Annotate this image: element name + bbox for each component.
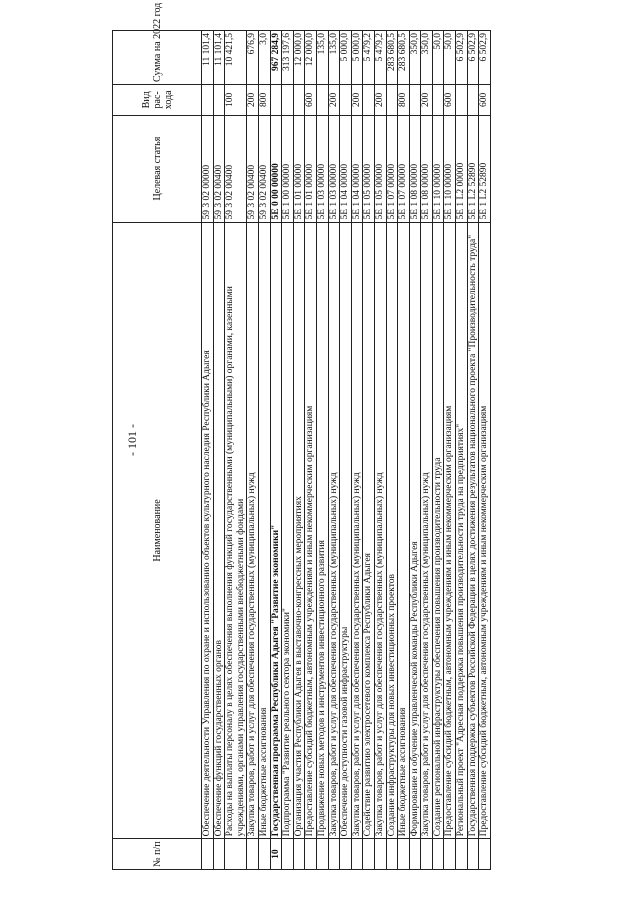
cell-expense-type: 200 [328, 85, 340, 116]
cell-target-article: 5Е 1 L2 52890 [467, 115, 479, 222]
cell-expense-type: 200 [421, 85, 433, 116]
cell-name: Создание инфраструктуры для новых инвестиционных проектов [386, 222, 398, 839]
cell-name: Закупка товаров, работ и услуг для обеспечения государственных (муниципальных) нужд [421, 222, 433, 839]
cell-expense-type: 600 [479, 85, 491, 116]
cell-name: Предоставление субсидий бюджетным, автономным учреждениям и иным некоммерческим организациям [444, 222, 456, 839]
table-row [374, 31, 386, 870]
table-row [305, 31, 317, 870]
cell-amount: 6 502,9 [479, 31, 491, 85]
cell-name: Закупка товаров, работ и услуг для обеспечения государственных (муниципальных) нужд [374, 222, 386, 839]
cell-expense-type [456, 85, 468, 116]
cell-amount: 12 000,0 [305, 31, 317, 85]
table-row [247, 31, 259, 870]
cell-number [282, 839, 294, 870]
cell-target-article: 5Е 1 08 00000 [421, 115, 433, 222]
cell-number [225, 839, 247, 870]
cell-target-article: 5Е 1 07 00000 [398, 115, 410, 222]
cell-name: Закупка товаров, работ и услуг для обеспечения государственных (муниципальных) нужд [247, 222, 259, 839]
cell-target-article: 59 3 02 00400 [225, 115, 247, 222]
cell-number [316, 839, 328, 870]
cell-target-article: 59 3 02 00400 [247, 115, 259, 222]
cell-number [421, 839, 433, 870]
cell-name: Иные бюджетные ассигнования [398, 222, 410, 839]
cell-amount: 283 680,5 [398, 31, 410, 85]
cell-target-article: 5Е 1 01 00000 [305, 115, 317, 222]
cell-amount: 11 101,4 [213, 31, 225, 85]
cell-name: Расходы на выплаты персоналу в целях обеспечения выполнения функций государственными (муниципальными) органами, казенными учреждениями, органами управления государственными внебюджетными фондами [225, 222, 247, 839]
cell-name: Государственная поддержка субъектов Российской Федерации в целях достижения результатов национального проекта "Производительность труда" [467, 222, 479, 839]
cell-target-article: 5Е 0 00 00000 [270, 115, 282, 222]
table-row [258, 31, 270, 870]
cell-number [328, 839, 340, 870]
table-row [202, 31, 214, 870]
table-row [293, 31, 305, 870]
cell-amount: 350,0 [409, 31, 421, 85]
cell-amount: 135,0 [328, 31, 340, 85]
cell-expense-type [467, 85, 479, 116]
cell-expense-type: 100 [225, 85, 247, 116]
cell-amount: 12 000,0 [293, 31, 305, 85]
cell-expense-type [213, 85, 225, 116]
cell-expense-type: 800 [398, 85, 410, 116]
cell-amount: 5 479,2 [374, 31, 386, 85]
cell-target-article: 59 3 02 00400 [213, 115, 225, 222]
cell-target-article: 5Е 1 08 00000 [409, 115, 421, 222]
table-row [328, 31, 340, 870]
cell-expense-type [409, 85, 421, 116]
cell-expense-type: 200 [374, 85, 386, 116]
table-row [316, 31, 328, 870]
cell-name: Обеспечение функций государственных органов [213, 222, 225, 839]
cell-target-article: 5Е 1 05 00000 [363, 115, 375, 222]
cell-expense-type [202, 85, 214, 116]
cell-number [479, 839, 491, 870]
header-expense-type: Вид рас- хода [113, 85, 202, 116]
cell-amount: 676,9 [247, 31, 259, 85]
cell-expense-type: 800 [258, 85, 270, 116]
budget-table [112, 2, 491, 870]
cell-number [386, 839, 398, 870]
table-row [213, 31, 225, 870]
cell-amount: 10 421,5 [225, 31, 247, 85]
cell-expense-type [293, 85, 305, 116]
header-number: № п/п [113, 839, 202, 870]
cell-target-article: 5Е 1 05 00000 [374, 115, 386, 222]
cell-amount: 50,0 [432, 31, 444, 85]
cell-amount: 283 680,5 [386, 31, 398, 85]
cell-amount: 967 284,9 [270, 31, 282, 85]
cell-expense-type [363, 85, 375, 116]
cell-amount: 5 000,0 [340, 31, 352, 85]
cell-number [374, 839, 386, 870]
cell-amount: 350,0 [421, 31, 433, 85]
cell-name: Региональный проект "Адресная поддержка повышения производительности труда на предприятиях" [456, 222, 468, 839]
cell-name: Создание региональной инфраструктуры обеспечения повышения производительности труда [432, 222, 444, 839]
table-row [467, 31, 479, 870]
cell-number [305, 839, 317, 870]
cell-expense-type: 200 [247, 85, 259, 116]
table-row [421, 31, 433, 870]
cell-target-article: 5Е 1 03 00000 [316, 115, 328, 222]
cell-number [293, 839, 305, 870]
cell-number [351, 839, 363, 870]
cell-amount: 6 502,9 [456, 31, 468, 85]
cell-name: Иные бюджетные ассигнования [258, 222, 270, 839]
cell-amount: 313 197,6 [282, 31, 294, 85]
cell-target-article: 5Е 1 10 00000 [432, 115, 444, 222]
table-row [225, 31, 247, 870]
cell-target-article: 5Е 1 L2 52890 [479, 115, 491, 222]
table-row [351, 31, 363, 870]
cell-target-article: 5Е 1 04 00000 [340, 115, 352, 222]
table-row [363, 31, 375, 870]
table-header [113, 2, 202, 870]
cell-expense-type [340, 85, 352, 116]
table-row [432, 31, 444, 870]
table-row [340, 31, 352, 870]
header-amount: Сумма на 2022 год [113, 31, 202, 85]
cell-target-article: 5Е 1 04 00000 [351, 115, 363, 222]
cell-number [409, 839, 421, 870]
cell-amount: 3,0 [258, 31, 270, 85]
cell-target-article: 5Е 1 10 00000 [444, 115, 456, 222]
cell-target-article: 59 3 02 00000 [202, 115, 214, 222]
cell-number [456, 839, 468, 870]
cell-expense-type [386, 85, 398, 116]
cell-amount: 5 000,0 [351, 31, 363, 85]
cell-number: 10 [270, 839, 282, 870]
cell-expense-type: 600 [305, 85, 317, 116]
cell-number [340, 839, 352, 870]
cell-number [467, 839, 479, 870]
cell-name: Закупка товаров, работ и услуг для обеспечения государственных (муниципальных) нужд [351, 222, 363, 839]
table-row [409, 31, 421, 870]
cell-number [213, 839, 225, 870]
cell-name: Организация участия Республики Адыгея в выставочно-конгрессных мероприятиях [293, 222, 305, 839]
cell-number [363, 839, 375, 870]
cell-name: Обеспечение доступности газовой инфраструктуры [340, 222, 352, 839]
cell-number [432, 839, 444, 870]
cell-amount: 6 502,9 [467, 31, 479, 85]
cell-target-article: 5Е 1 07 00000 [386, 115, 398, 222]
budget-table-container [112, 2, 560, 870]
cell-name: Обеспечение деятельности Управления по охране и использованию объектов культурного наследия Республики Адыгея [202, 222, 214, 839]
cell-expense-type [316, 85, 328, 116]
cell-expense-type: 600 [444, 85, 456, 116]
header-name: Наименование [113, 222, 202, 839]
cell-expense-type [432, 85, 444, 116]
cell-amount: 50,0 [444, 31, 456, 85]
cell-name: Подпрограмма "Развитие реального сектора экономики" [282, 222, 294, 839]
cell-name: Закупка товаров, работ и услуг для обеспечения государственных (муниципальных) нужд [328, 222, 340, 839]
cell-number [398, 839, 410, 870]
cell-expense-type: 200 [351, 85, 363, 116]
cell-name: Предоставление субсидий бюджетным, автономным учреждениям и иным некоммерческим организациям [479, 222, 491, 839]
cell-expense-type [282, 85, 294, 116]
cell-target-article: 5Е 1 01 00000 [293, 115, 305, 222]
cell-name: Предоставление субсидий бюджетным, автономным учреждениям и иным некоммерческим организациям [305, 222, 317, 839]
cell-number [258, 839, 270, 870]
cell-target-article: 5Е 1 00 00000 [282, 115, 294, 222]
cell-name: Государственная программа Республики Адыгея "Развитие экономики" [270, 222, 282, 839]
table-row [386, 31, 398, 870]
cell-amount: 11 101,4 [202, 31, 214, 85]
cell-target-article: 59 3 02 00400 [258, 115, 270, 222]
cell-amount: 135,0 [316, 31, 328, 85]
cell-amount: 5 479,2 [363, 31, 375, 85]
cell-expense-type [270, 85, 282, 116]
table-row [456, 31, 468, 870]
header-target-article: Целевая статья [113, 115, 202, 222]
table-body [202, 31, 491, 870]
page-number: - 101 - [125, 424, 139, 456]
cell-name: Содействие развитию электросетевого комплекса Республики Адыгея [363, 222, 375, 839]
table-row [479, 31, 491, 870]
cell-target-article: 5Е 1 L2 00000 [456, 115, 468, 222]
table-row [398, 31, 410, 870]
table-row [444, 31, 456, 870]
table-row [282, 31, 294, 870]
cell-name: Продвижение новых методов и инструментов инвестиционного развития [316, 222, 328, 839]
cell-number [247, 839, 259, 870]
cell-number [202, 839, 214, 870]
cell-name: Формирование и обучение управленческой команды Республики Адыгея [409, 222, 421, 839]
cell-number [444, 839, 456, 870]
table-row [270, 31, 282, 870]
cell-target-article: 5Е 1 03 00000 [328, 115, 340, 222]
